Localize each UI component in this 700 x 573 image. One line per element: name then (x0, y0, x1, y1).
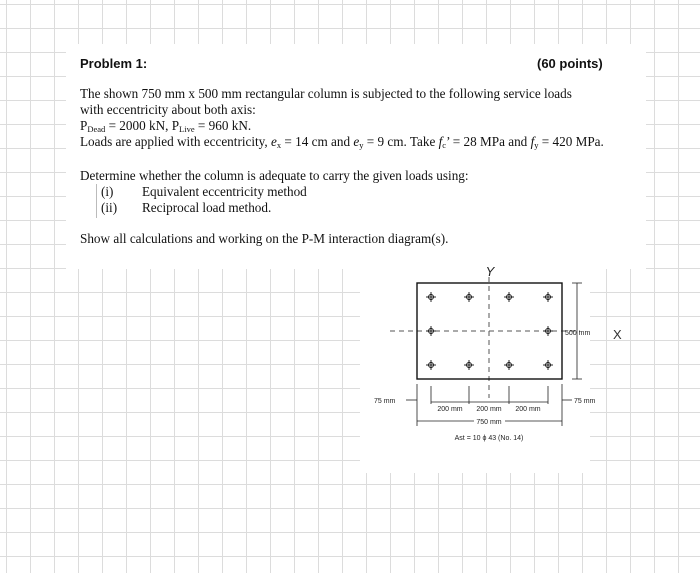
depth-label: 500 mm (565, 330, 591, 337)
problem-statement-line-1: The shown 750 mm x 500 mm rectangular column is subjected to the following service loads (80, 86, 572, 101)
bar-spacing-label: 200 mm (437, 406, 463, 413)
show-work-instruction: Show all calculations and working on the P-M interaction diagram(s). (80, 231, 449, 246)
x-axis-label: X (613, 327, 622, 342)
problem-points: (60 points) (537, 56, 603, 71)
bar-spacing-label: 200 mm (515, 406, 541, 413)
determine-instruction: Determine whether the column is adequate to carry the given loads using: (80, 168, 469, 183)
width-label: 750 mm (476, 419, 502, 426)
service-loads: $P_{Dead} = 2000$ kN, $P_{Live} = 960$ kN. (80, 118, 252, 134)
bar-spacing-label: 200 mm (476, 406, 502, 413)
method-number: (i) (101, 184, 114, 199)
steel-area-label: Ast = 10 ϕ 43 (No. 14) (454, 435, 524, 442)
method-number: (ii) (101, 200, 118, 215)
eccentricity-line: Loads are applied with eccentricity, $e_x = 14$ cm and $e_y = 9$ cm. Take $f_c$’ = 28 MPa and $f_y = 420$ MPa. (80, 134, 604, 150)
problem-title: Problem 1: (80, 56, 148, 71)
problem-statement-line-2: with eccentricity about both axis: (80, 102, 256, 117)
method-equivalent-eccentricity: Equivalent eccentricity method (142, 184, 307, 199)
y-axis-label: Y (485, 264, 495, 279)
method-reciprocal-load: Reciprocal load method. (142, 200, 272, 215)
cover-left-label: 75 mm (374, 398, 396, 405)
cover-right-label: 75 mm (574, 398, 596, 405)
